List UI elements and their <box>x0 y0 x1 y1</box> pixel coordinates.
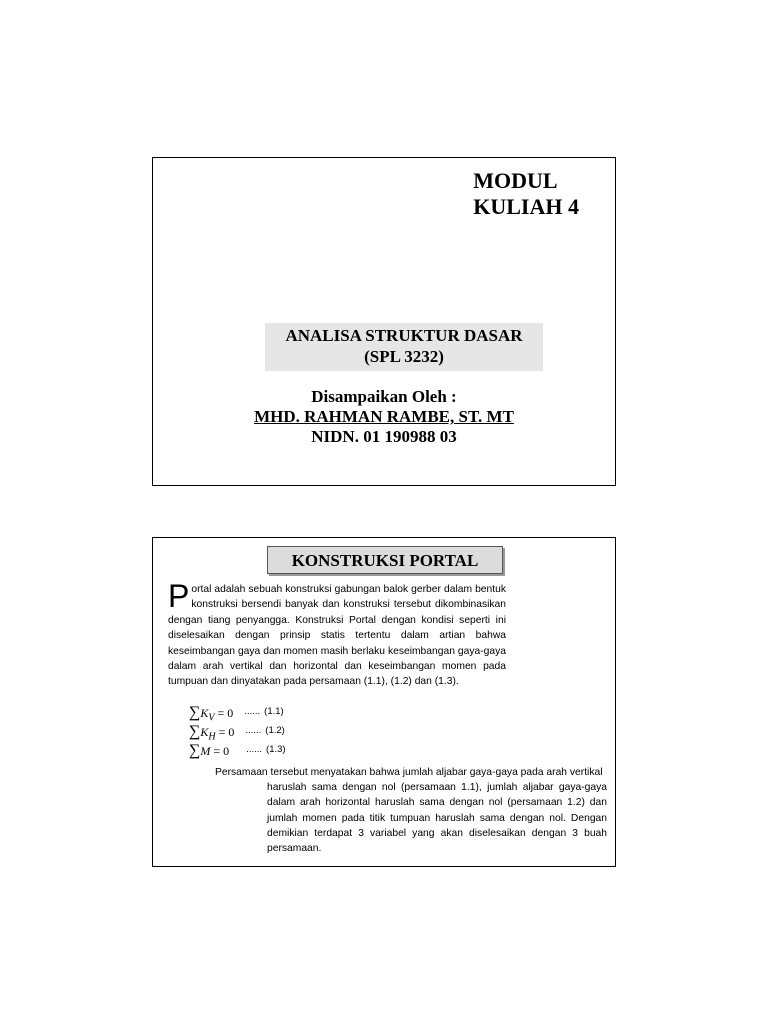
slide-heading: KONSTRUKSI PORTAL <box>267 546 503 574</box>
title-slide <box>152 157 616 486</box>
drop-cap: P <box>168 578 190 614</box>
eq-rhs: = 0 <box>214 706 234 720</box>
intro-paragraph <box>168 578 506 690</box>
eq-variable: K <box>200 706 209 720</box>
nidn-label: NIDN. 01 190988 03 <box>311 427 457 446</box>
eq-variable: K <box>200 725 209 739</box>
sum-symbol: ∑ <box>189 704 201 721</box>
eq-dots: ...... <box>244 706 261 717</box>
closing-rest: haruslah sama dengan nol (persamaan 1.1), jumlah aljabar gaya-gaya dalam arah horizontal haruslah sama dengan nol (persamaan 1.2) dan jumlah momen pada titik tumpuan haruslah sama dengan nol. Dengan demikian terdapat 3 variabel yang akan diselesaikan dengan 3 buah persamaan. <box>267 782 607 855</box>
modul-line1: MODUL <box>473 168 558 193</box>
modul-line2: KULIAH 4 <box>473 194 579 219</box>
eq-subscript: H <box>208 731 216 743</box>
presented-by-label: Disampaikan Oleh : <box>311 387 457 406</box>
presenter-block <box>153 387 615 447</box>
eq-rhs: = 0 <box>215 725 235 739</box>
course-title: ANALISA STRUKTUR DASAR <box>285 326 523 345</box>
paragraph-text: ortal adalah sebuah konstruksi gabungan balok gerber dalam bentuk konstruksi bersendi banyak dan konstruksi tersebut dikombinasikan dengan tiang penyangga. Konstruksi Portal dengan kondisi seperti ini diselesaikan dengan prinsip statis tertentu dalam artian bahwa keseimbangan gaya dan momen masih berlaku keseimbangan gaya-gaya dalam arah vertikal dan horizontal dan keseimbangan momen pada tumpuan dan dinyatakan pada persamaan (1.1), (1.2) dan (1.3). <box>168 584 506 688</box>
modul-label <box>473 168 579 220</box>
eq-ref: (1.2) <box>265 725 285 736</box>
eq-subscript: V <box>208 712 215 724</box>
closing-first-line: Persamaan tersebut menyatakan bahwa jumlah aljabar gaya-gaya pada arah vertikal <box>215 767 603 778</box>
course-code: (SPL 3232) <box>364 347 444 366</box>
eq-variable: M <box>200 744 211 758</box>
eq-rhs: = 0 <box>210 744 230 758</box>
eq-ref: (1.1) <box>264 706 284 717</box>
eq-dots: ...... <box>245 725 262 736</box>
lecturer-name: MHD. RAHMAN RAMBE, ST. MT <box>254 407 514 426</box>
content-slide <box>152 537 616 867</box>
sum-symbol: ∑ <box>189 742 201 759</box>
equation-3 <box>189 743 286 761</box>
closing-paragraph <box>215 765 607 856</box>
course-box <box>265 323 543 371</box>
eq-ref: (1.3) <box>266 744 286 755</box>
eq-dots: ...... <box>246 744 263 755</box>
sum-symbol: ∑ <box>189 723 201 740</box>
